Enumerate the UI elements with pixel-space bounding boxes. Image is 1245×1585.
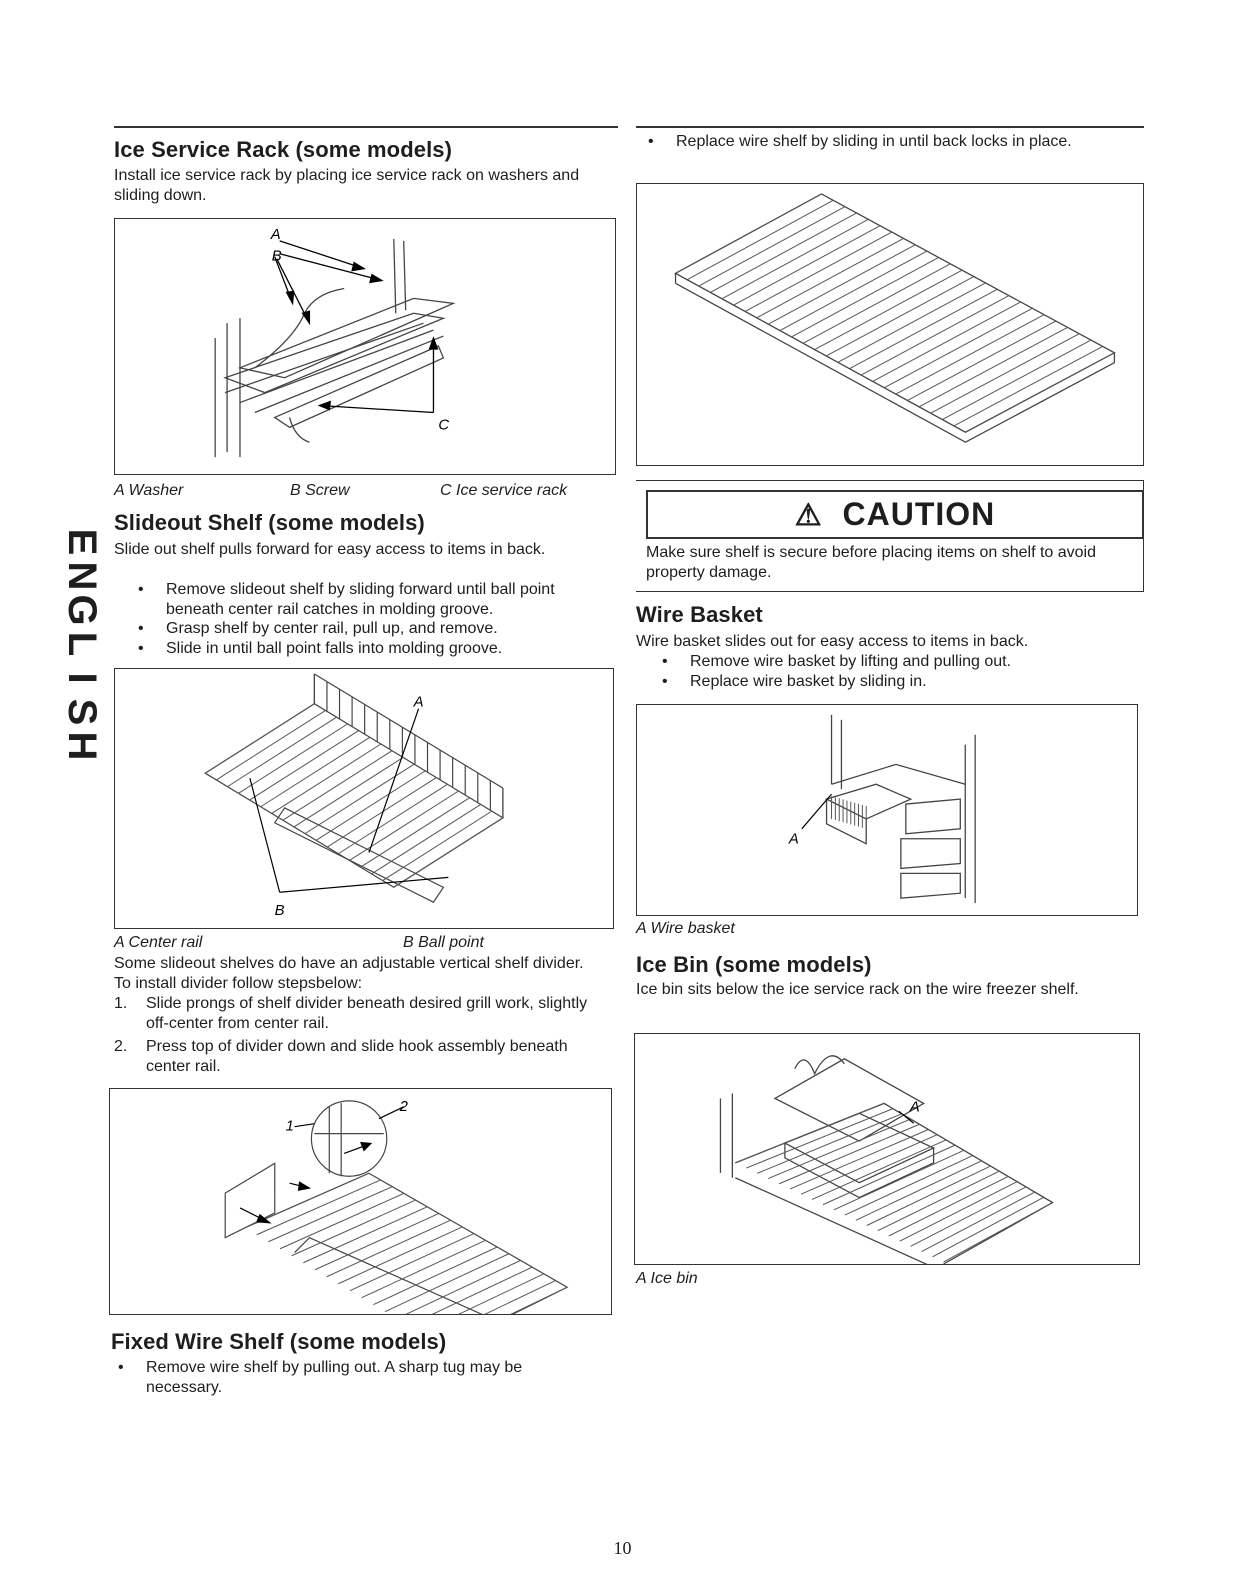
wire-line [815,270,962,349]
wire-line [261,737,370,806]
side-letter: L [60,631,104,657]
wire-line [303,1207,427,1263]
wire-line [268,1187,392,1242]
wire-line [826,277,974,356]
wire-basket-body: Wire basket slides out for easy access to items in back. [636,633,1029,650]
wire-line [687,200,833,279]
wire-line [338,1227,462,1284]
wire-line [768,1119,910,1178]
caption-washer: A Washer [114,482,184,499]
wire-basket-label-a: A [788,831,799,848]
list-item: • Replace wire shelf by sliding in until back locks in place. [676,132,1126,152]
wire-line [292,1200,416,1256]
wire-line [768,245,915,324]
wire-line [801,1135,937,1194]
step-number: 2. [114,1038,128,1055]
wire-line [823,1145,955,1204]
wire-line [372,804,481,873]
wire-line [792,257,939,336]
wire-line [338,784,447,853]
list-item: • Remove wire basket by lifting and pulling out. [690,652,1130,672]
wire-line [812,1140,946,1199]
wire-shelf-drawing [637,184,1143,465]
wire-line [350,1234,474,1291]
wire-line [238,724,347,793]
wire-line [280,1193,404,1248]
wire-shelf-figure [636,183,1144,466]
wire-basket-figure [636,704,1138,916]
wire-line [316,771,425,840]
caption-ball-point: B Ball point [403,934,484,951]
wire-line [757,1114,902,1173]
wire-line [283,751,392,820]
step-text: Slide prongs of shelf divider beneath desired grill work, slightly off-center from center rail. [146,995,588,1032]
divider-intro: Some slideout shelves do have an adjustable vertical shelf divider. To install divider follow stepsbelow: [114,955,584,992]
list-item: • Slide in until ball point falls into molding groove. [166,639,606,659]
divider-step-2 [114,1037,604,1076]
wire-line [734,226,881,305]
slideout-label-b: B [274,903,285,920]
wire-line [722,219,868,298]
caption-ice-service-rack: C Ice service rack [440,482,568,499]
ice-bin-label-a: A [909,1099,920,1116]
ice-rack-label-a: A [270,226,281,243]
wire-line [735,1103,884,1162]
caution-title: CAUTION [842,496,996,532]
wire-line [676,194,822,273]
caution-text: Make sure shelf is secure before placing items on shelf to avoid property damage. [646,544,1097,581]
wire-line [838,283,986,362]
caption-wire-basket: A Wire basket [636,920,735,937]
caption-center-rail: A Center rail [114,934,203,951]
wire-line [394,818,503,887]
warning-icon: ⚠ [794,499,823,532]
divider-drawing [110,1089,611,1314]
fixed-shelf-title: Fixed Wire Shelf (some models) [111,1329,447,1354]
ice-rack-label-c: C [438,417,450,434]
wire-line [919,327,1067,406]
step-number: 1. [114,995,128,1012]
side-letter: G [60,594,104,626]
slideout-label-a: A [413,694,424,711]
ice-rack-title: Ice Service Rack (some models) [114,137,453,162]
wire-line [349,791,458,860]
top-rule-left [114,126,618,128]
slideout-figure [114,668,614,929]
list-item: • Remove wire shelf by pulling out. A sharp tug may be necessary. [146,1358,596,1397]
wire-line [965,353,1114,432]
wire-basket-drawing [637,705,1137,915]
wire-line [942,340,1091,419]
wire-line [360,798,469,867]
ice-bin-figure [634,1033,1140,1265]
wire-line [250,731,359,800]
wire-line [294,757,403,826]
list-item: • Remove slideout shelf by sliding forward until ball point beneath center rail catches in molding groove. [166,580,606,619]
top-rule-right [636,126,1144,128]
side-letter: I [60,672,104,684]
ice-bin-title: Ice Bin (some models) [636,952,872,977]
ice-rack-body: Install ice service rack by placing ice service rack on washers and sliding down. [114,167,580,204]
divider-label-2: 2 [399,1098,408,1115]
wire-line [849,289,997,368]
wire-line [272,744,381,813]
wire-line [216,710,325,779]
wire-line [746,1109,893,1168]
side-letter: S [60,698,104,726]
slideout-body: Slide out shelf pulls forward for easy access to items in back. [114,541,546,558]
side-letter: N [60,561,104,591]
wire-basket-title: Wire Basket [636,602,763,627]
wire-line [780,251,927,330]
wire-line [954,346,1103,425]
wire-line [385,1254,509,1312]
wire-line [305,764,414,833]
wire-line [779,1124,919,1183]
caption-screw: B Screw [290,482,350,499]
wire-line [710,213,856,292]
wire-line [699,207,845,286]
wire-line [315,1213,439,1269]
side-letter: E [60,528,104,556]
page-number: 10 [613,1538,632,1558]
wire-line [803,264,950,343]
side-letter: H [60,731,104,761]
divider-figure [109,1088,612,1315]
ice-rack-drawing [115,219,615,474]
slideout-bullets [166,580,606,658]
wire-line [327,1220,451,1277]
ice-rack-figure [114,218,616,475]
divider-label-1: 1 [285,1118,294,1135]
slideout-shelf-drawing [115,669,613,928]
wire-line [884,308,1032,387]
wire-basket-bullets [690,652,1130,691]
list-item: • Grasp shelf by center rail, pull up, and remove. [166,619,606,639]
ice-rack-label-b: B [271,248,282,265]
wire-line [845,1156,973,1215]
divider-step-1 [114,994,604,1033]
fixed-shelf-bullets [146,1358,596,1397]
wire-line [931,334,1080,413]
wire-line [745,232,892,311]
wire-line [790,1129,928,1188]
wire-line [896,315,1044,394]
wire-line [327,778,436,847]
side-tab-english [62,525,102,763]
slideout-title: Slideout Shelf (some models) [114,510,425,535]
list-item: • Replace wire basket by sliding in. [690,672,1130,692]
wire-line [873,302,1021,381]
wire-line [907,321,1055,400]
wire-line [205,704,314,773]
ice-bin-body: Ice bin sits below the ice service rack on the wire freezer shelf. [636,981,1079,998]
wire-line [861,296,1009,375]
wire-line [383,811,492,880]
wire-line [408,1267,532,1314]
wire-line [757,238,904,317]
step-text: Press top of divider down and slide hook assembly beneath center rail. [146,1038,568,1075]
replace-shelf-bullets [676,132,1126,152]
ice-bin-drawing [635,1034,1139,1264]
caption-ice-bin: A Ice bin [636,1270,698,1287]
wire-line [227,717,336,786]
wire-line [373,1247,497,1305]
